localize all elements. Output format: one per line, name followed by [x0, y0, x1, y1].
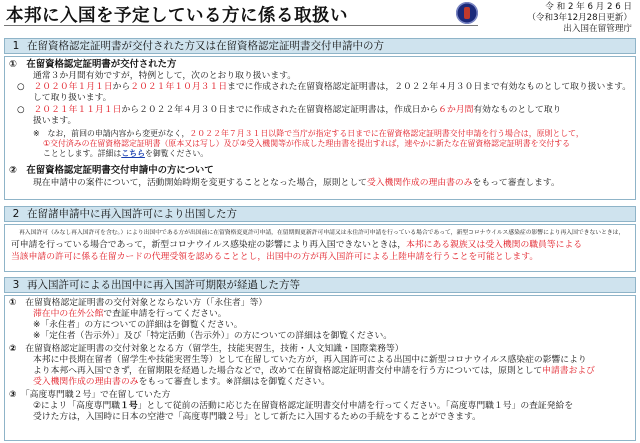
s1-note-1: ※ なお，前回の申請内容から変更がなく，２０２２年７月３１日以降で当庁が指定する日までに在留資格認定証明書交付申請を行う場合は，原則として， [33, 129, 584, 138]
s3-item2-line-3: 受入機関作成の理由書のみをもって審査します。※詳細はを御覧ください。 [33, 377, 330, 387]
page-title: 本邦に入国を予定している方に係る取扱い [6, 6, 348, 26]
section-3-body [4, 295, 636, 441]
issuing-agency: 出入国在留管理庁 [563, 24, 632, 34]
s2-line-2: 可申請を行っている場合であって，新型コロナウイルス感染症の影響により再入国できないときは，本邦にある親族又は受入機関の職員等による [11, 240, 583, 250]
title-divider [4, 25, 478, 26]
section-3-header: 3 再入国許可による出国中に再入国許可期限が経過した方等 [4, 277, 636, 293]
s3-item1-line-1: 滞在中の在外公館で査証申請を行ってください。 [33, 309, 227, 319]
s3-item3-heading: ③ 「高度専門職２号」で在留していた方 [9, 390, 171, 400]
s1-item2-heading: ② 在留資格認定証明書交付申請中の方について [9, 165, 214, 176]
s3-item1-heading: ① 在留資格認定証明書の交付対象とならない方（「永住者」等） [9, 298, 268, 308]
s1-bullet-a-cont: して取り扱います。 [33, 93, 112, 103]
s3-item3-line-1: ②によリ「高度専門職１号」として従前の活動に応じた在留資格認定証明書交付申請を行ってください。「高度専門職１号」の査証発給を [33, 401, 574, 411]
section-2-header: 2 在留諸申請中に再入国許可により出国した方 [4, 206, 636, 222]
s1-item2-body: 現在申請中の案件について，活動開始時期を変更することとなった場合，原則として受入機関作成の理由書のみをもって審査します。 [33, 178, 560, 188]
s3-item2-heading: ② 在留資格認定証明書の交付対象となる方（留学生，技能実習生，技術・人文知識・国際業務等） [9, 344, 404, 354]
s1-detail-link[interactable]: こちら [121, 149, 145, 158]
s1-note-2: ①交付済みの在留資格認定証明書（原本又は写し）及び②受入機関等が作成した理由書を提出すれば，速やかに新たな在留資格認定証明書を交付する [43, 139, 571, 148]
s2-line-1: 再入国許可（みなし再入国許可を含む。）により出国中である方が出国前に在留資格変更許可申請，在留期間更新許可申請又は永住許可申請を行っている場合であって，新型コロナウイルス感染症の影響により再入国できないときは， [19, 230, 625, 236]
date-line-2: （令和3年12月28日更新） [527, 13, 632, 23]
s3-item1-line-3: ※「定住者（告示外）」及び「特定活動（告示外）」の方についての詳細はを御覧ください。 [33, 331, 393, 341]
date-line-1: 令 和 2 年 6 月 2 6 日 [545, 2, 632, 12]
section-1-body [4, 56, 636, 200]
date-block [527, 2, 632, 35]
s3-item2-line-2: より本邦へ再入国できず，在留期限を経過した場合などで，改めて在留資格認定証明書交付申請を行う方については，原則として申請書および [33, 366, 595, 376]
s1-bullet-b-cont: 扱います。 [33, 116, 77, 126]
s3-item1-line-2: ※「永住者」の方についての詳細はを御覧ください。 [33, 320, 243, 330]
s1-note-3: こととします。詳細はこちらを御覧ください。 [43, 149, 209, 158]
s1-bullet-a: ○ ２０２０年１月１日から２０２１年１０月３１日までに作成された在留資格認定証明書は，２０２２年４月３０日まで有効なものとして取り扱います。 [17, 82, 632, 92]
s3-item2-line-1: 本邦に中長期在留者（留学生や技能実習生等）として在留していた方が，再入国許可による出国中に新型コロナウイルス感染症の影響により [33, 355, 587, 365]
s3-item3-line-2: 受けた方は，入国時に日本の空港で「高度専門職２号」として新たに入国するための手続をすることができます。 [33, 412, 481, 422]
s1-item1-intro: 通常３か月間有効ですが，特例として，次のとおり取り扱います。 [33, 71, 297, 81]
section-1-header: 1 在留資格認定証明書が交付された方又は在留資格認定証明書交付申請中の方 [4, 38, 636, 54]
s2-line-3: 当該申請の許可に係る在留カードの代理受領を認めることとし，出国中の方が再入国許可による上陸申請を行うことを可能とします。 [11, 252, 539, 262]
s1-bullet-b: ○ ２０２１年１１月１日から２０２２年４月３０日までに作成された在留資格認定証明書は，作成日から６か月間有効なものとして取り [17, 105, 562, 115]
section-2-body [4, 224, 636, 272]
agency-emblem-icon [456, 2, 478, 24]
s1-item1-heading: ① 在留資格認定証明書が交付された方 [9, 59, 177, 70]
